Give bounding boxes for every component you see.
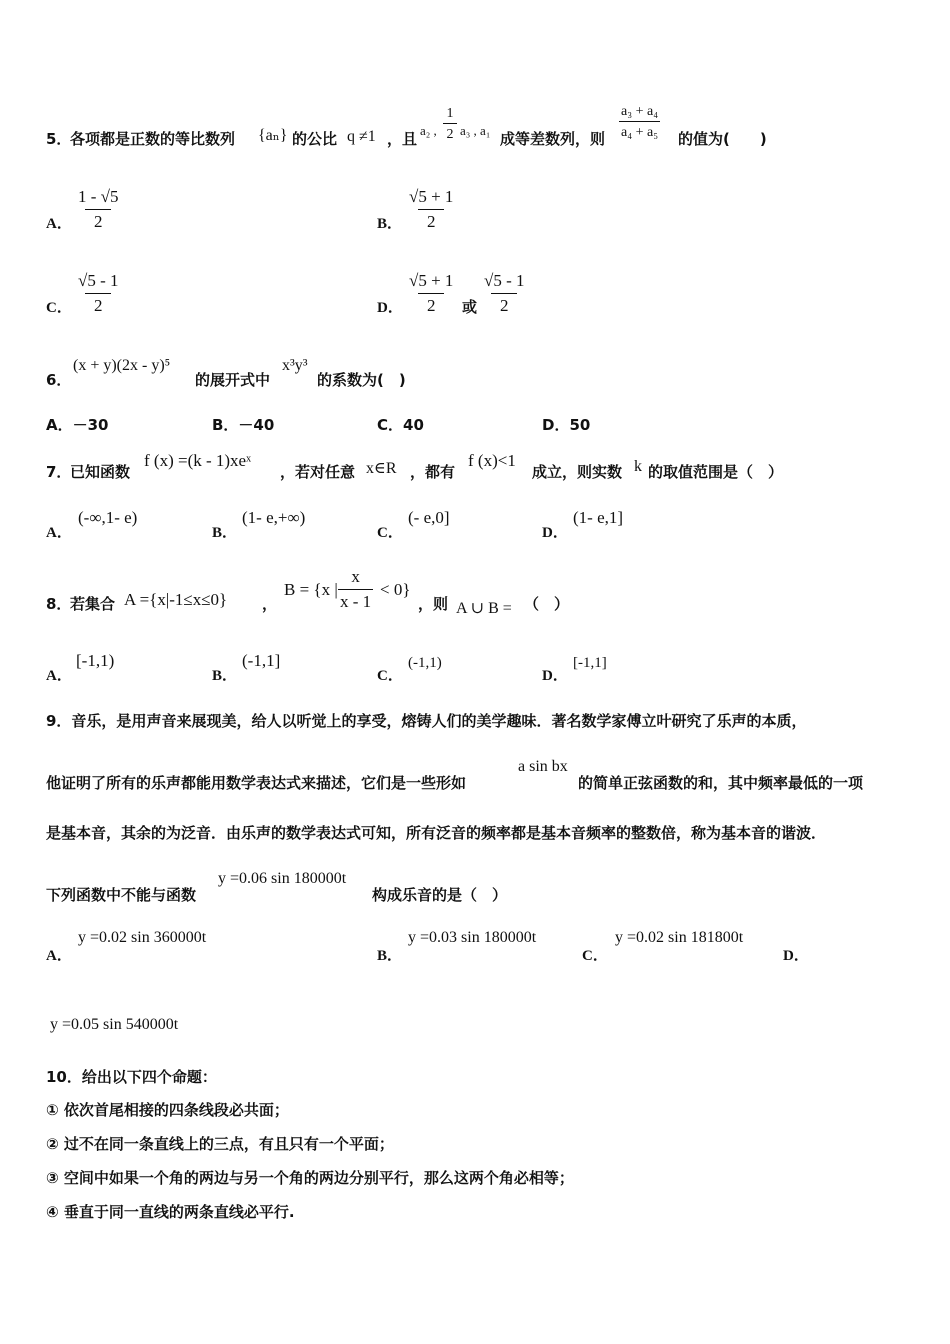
q9-line-4b: 构成乐音的是（ ） [372,886,508,904]
q7-text-5: 的取值范围是（ ） [648,463,784,481]
q7-option-b-label: B． [212,525,238,541]
q9-option-d: y =0.05 sin 540000t [50,1016,179,1033]
q8-option-c: (-1,1) [408,655,442,671]
q7-k: k [634,458,642,475]
q5-option-b-numerator: √5 + 1 [409,187,454,206]
q9-line-2b: 的简单正弦函数的和，其中频率最低的一项 [578,774,864,792]
q6-text-1: 的展开式中 [195,371,271,389]
q8-set-b-numerator: x [351,567,360,586]
q5-option-d-label: D． [377,300,403,316]
q7-option-d-label: D． [542,525,568,541]
q5-option-d2-numerator: √5 - 1 [484,271,525,290]
q5-option-d1-denominator: 2 [418,293,444,316]
q5-half-denominator: 2 [443,123,457,142]
q8-option-b: (-1,1] [242,651,281,670]
q6-option-b: B．－40 [212,416,275,434]
q6-option-c: C．40 [377,416,424,434]
q7-option-c-label: C． [377,525,403,541]
q8-set-b-fraction [338,568,373,611]
q8-set-b-left: B = {x | [284,580,338,599]
q10-proposition-3: ③ 空间中如果一个角的两边与另一个角的两边分别平行，那么这两个角必相等； [46,1169,574,1187]
q8-set-b-denominator: x - 1 [338,589,373,612]
q9-option-a: y =0.02 sin 360000t [78,929,207,946]
q5-target-numerator: a₃ + a₄ [621,104,659,119]
q7-function: f (x) =(k - 1)xeˣ [144,451,252,470]
q8-text-1: 若集合 [70,595,116,613]
q7-option-a-label: A． [46,525,72,541]
q5-option-b-label: B． [377,216,403,232]
q5-half-numerator: 1 [446,106,454,121]
q9-line-4a: 下列函数中不能与函数 [46,886,197,904]
q5-sequence-an: {aₙ} [258,127,288,144]
q7-option-d: (1- e,1] [573,508,624,527]
q5-option-a [76,188,121,231]
q6-term: x³y³ [282,357,308,374]
q5-option-d1-numerator: √5 + 1 [409,271,454,290]
q7-condition: f (x)<1 [468,451,516,470]
q8-text-3: （ ） [524,595,570,613]
q8-text-2: ，则 [418,595,449,613]
q5-option-c-label: C． [46,300,72,316]
q10-proposition-4: ④ 垂直于同一直线的两条直线必平行. [46,1203,295,1221]
q5-option-a-numerator: 1 - √5 [78,187,119,206]
q7-option-b: (1- e,+∞) [242,508,306,527]
q5-option-a-label: A． [46,216,72,232]
q10-proposition-2: ② 过不在同一条直线上的三点，有且只有一个平面； [46,1135,394,1153]
q8-option-b-label: B． [212,668,238,684]
q9-option-b-label: B． [377,948,403,964]
q7-text-2: ，若对任意 [280,463,356,481]
q9-option-a-label: A． [46,948,72,964]
q9-general-form: a sin bx [518,758,568,775]
q5-ratio: q ≠1 [347,128,376,145]
q6-number: 6． [46,371,72,389]
q10-proposition-1: ① 依次首尾相接的四条线段必共面； [46,1101,289,1119]
q5-option-d-or: 或 [462,298,478,316]
q7-number: 7． [46,463,72,481]
q5-number: 5． [46,130,72,148]
q9-option-c-label: C． [582,948,608,964]
q6-text-2: 的系数为( ) [317,371,406,389]
q5-text-5: 的值为( ) [678,130,767,148]
q9-option-c: y =0.02 sin 181800t [615,929,744,946]
q6-option-a: A．－30 [46,416,109,434]
q9-line-1: 9．音乐，是用声音来展现美，给人以听觉上的享受，熔铸人们的美学趣味．著名数学家傅立叶研究了乐声的本质， [46,712,807,730]
q9-option-d-label: D． [783,948,809,964]
q5-text-3: ，且 [387,130,418,148]
q7-option-a: (-∞,1- e) [78,508,138,527]
q7-option-c: (- e,0] [408,508,450,527]
q6-option-d: D．50 [542,416,591,434]
q5-option-c-denominator: 2 [85,293,111,316]
q5-option-d2-denominator: 2 [491,293,517,316]
q8-number: 8． [46,595,72,613]
q8-option-a: [-1,1) [76,651,115,670]
q5-text-1: 各项都是正数的等比数列 [70,130,236,148]
q7-text-4: 成立，则实数 [532,463,623,481]
q9-base-function: y =0.06 sin 180000t [218,870,347,887]
q8-set-a: A ={x|-1≤x≤0} [124,590,228,609]
q5-target-denominator: a₄ + a₅ [619,121,660,140]
q8-set-b-right: < 0} [380,580,411,599]
q8-option-d: [-1,1] [573,655,607,671]
q5-a2: a₂ , [420,123,437,138]
q6-expression: (x + y)(2x - y)⁵ [73,357,171,374]
q5-option-a-denominator: 2 [85,209,111,232]
q5-text-2: 的公比 [292,130,338,148]
q9-option-b: y =0.03 sin 180000t [408,929,537,946]
q7-domain: x∈R [366,460,397,477]
q5-option-d-first [407,272,455,315]
q8-option-a-label: A． [46,668,72,684]
q9-line-3: 是基本音，其余的为泛音．由乐声的数学表达式可知，所有泛音的频率都是基本音频率的整数倍，称为基本音的谐波． [46,824,827,842]
q5-a3-a1: a₃ , a₁ [460,123,491,138]
q5-option-c [76,272,121,315]
q5-half-fraction [443,106,457,143]
q7-text-3: ，都有 [410,463,456,481]
q5-option-c-numerator: √5 - 1 [78,271,119,290]
q8-option-c-label: C． [377,668,403,684]
q7-text-1: 已知函数 [70,463,131,481]
q5-target-fraction [619,104,660,141]
q5-option-b [407,188,455,231]
q8-union: A ∪ B = [456,600,512,617]
q5-text-4: 成等差数列，则 [500,130,606,148]
q8-separator: ， [262,595,278,613]
q5-option-d-second [482,272,527,315]
q5-option-b-denominator: 2 [418,209,444,232]
q9-line-2a: 他证明了所有的乐声都能用数学表达式来描述，它们是一些形如 [46,774,467,792]
q10-title: 10．给出以下四个命题： [46,1068,217,1086]
q8-option-d-label: D． [542,668,568,684]
